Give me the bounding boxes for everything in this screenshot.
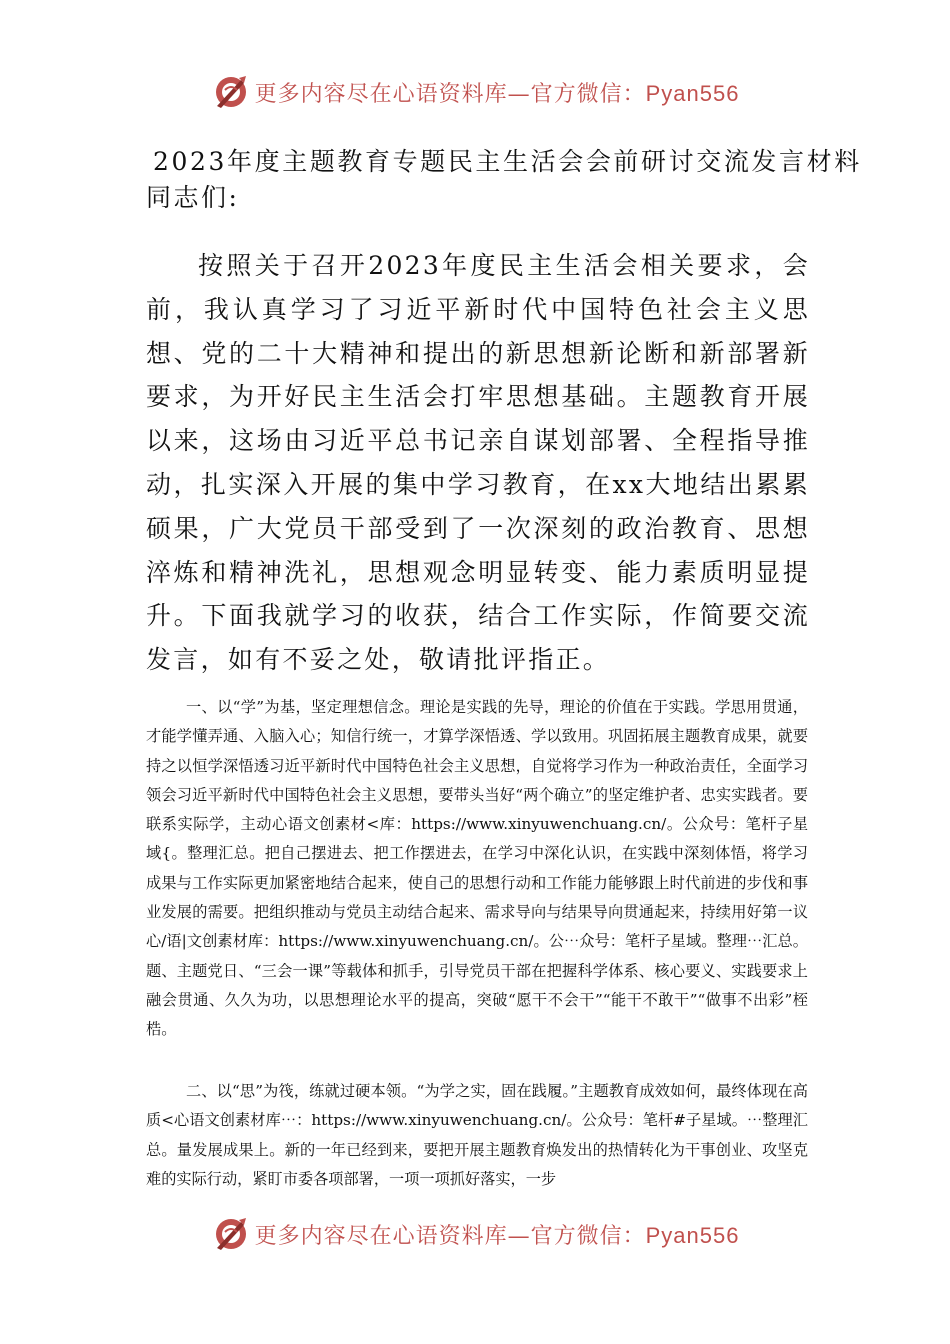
section-paragraph: 一、以“学”为基，坚定理想信念。理论是实践的先导，理论的价值在于实践。学思用贯通，才能学懂弄通、入脑入心；知信行统一，才算学深悟透、学以致用。巩固拓展主题教育成果，就要持之以恒学深悟透习近平新时代中国特色社会主义思想，自觉将学习作为一种政治责任，全面学习领会习近平新时代中国特色社会主义思想，要带头当好“两个确立”的坚定维护者、忠实实践者。要联系实际学，主动心语文创素材<库：https://www.xinyuwenchuang.cn/。公众号：笔杆子星域{。整理汇总。把自己摆进去、把工作摆进去，在学习中深化认识，在实践中深刻体悟，将学习成果与工作实际更加紧密地结合起来，使自己的思想行动和工作能力能够跟上时代前进的步伐和事业发展的需要。把组织推动与党员主动结合起来、需求导向与结果导向贯通起来，持续用好第一议心/语|文创素材库：https://www.xinyuwenchuang.cn/。公⋯众号：笔杆子星域。整理⋯汇总。题、主题党日、“三会一课”等载体和抓手，引导党员干部在把握科学体系、核心要义、实践要求上融会贯通、久久为功，以思想理论水平的提高，突破“愿干不会干”“能干不敢干”“做事不出彩”桎梏。 [146, 698, 808, 1039]
pen-logo-icon [211, 72, 251, 112]
watermark-text: 更多内容尽在心语资料库—官方微信：Pyan556 [254, 1222, 740, 1249]
pen-logo-icon [211, 1214, 251, 1254]
watermark-banner-top [0, 70, 950, 114]
watermark-text: 更多内容尽在心语资料库—官方微信：Pyan556 [254, 80, 740, 107]
document-title: 2023年度主题教育专题民主生活会会前研讨交流发言材料 [153, 147, 862, 176]
section-paragraph: 二、以“思”为筏，练就过硬本领。“为学之实，固在践履。”主题教育成效如何，最终体现在高质<心语文创素材库⋯：https://www.xinyuwenchuang.cn/。公众号：笔杆#子星域。⋯整理汇总。量发展成果上。新的一年已经到来，要把开展主题教育焕发出的热情转化为干事创业、攻坚克难的实际行动，紧盯市委各项部署，一项一项抓好落实，一步 [146, 1082, 808, 1188]
salutation: 同志们: [146, 183, 240, 212]
wechat-id: Pyan556 [645, 80, 740, 106]
intro-paragraph: 按照关于召开2023年度民主生活会相关要求，会前，我认真学习了习近平新时代中国特色社会主义思想、党的二十大精神和提出的新思想新论断和新部署新要求，为开好民主生活会打牢思想基础。主题教育开展以来，这场由习近平总书记亲自谋划部署、全程指导推动，扎实深入开展的集中学习教育，在xx大地结出累累硕果，广大党员干部受到了一次深刻的政治教育、思想淬炼和精神洗礼，思想观念明显转变、能力素质明显提升。下面我就学习的收获，结合工作实际，作简要交流发言，如有不妥之处，敬请批评指正。 [146, 251, 810, 675]
watermark-banner-bottom [0, 1212, 950, 1256]
wechat-id: Pyan556 [645, 1222, 740, 1248]
